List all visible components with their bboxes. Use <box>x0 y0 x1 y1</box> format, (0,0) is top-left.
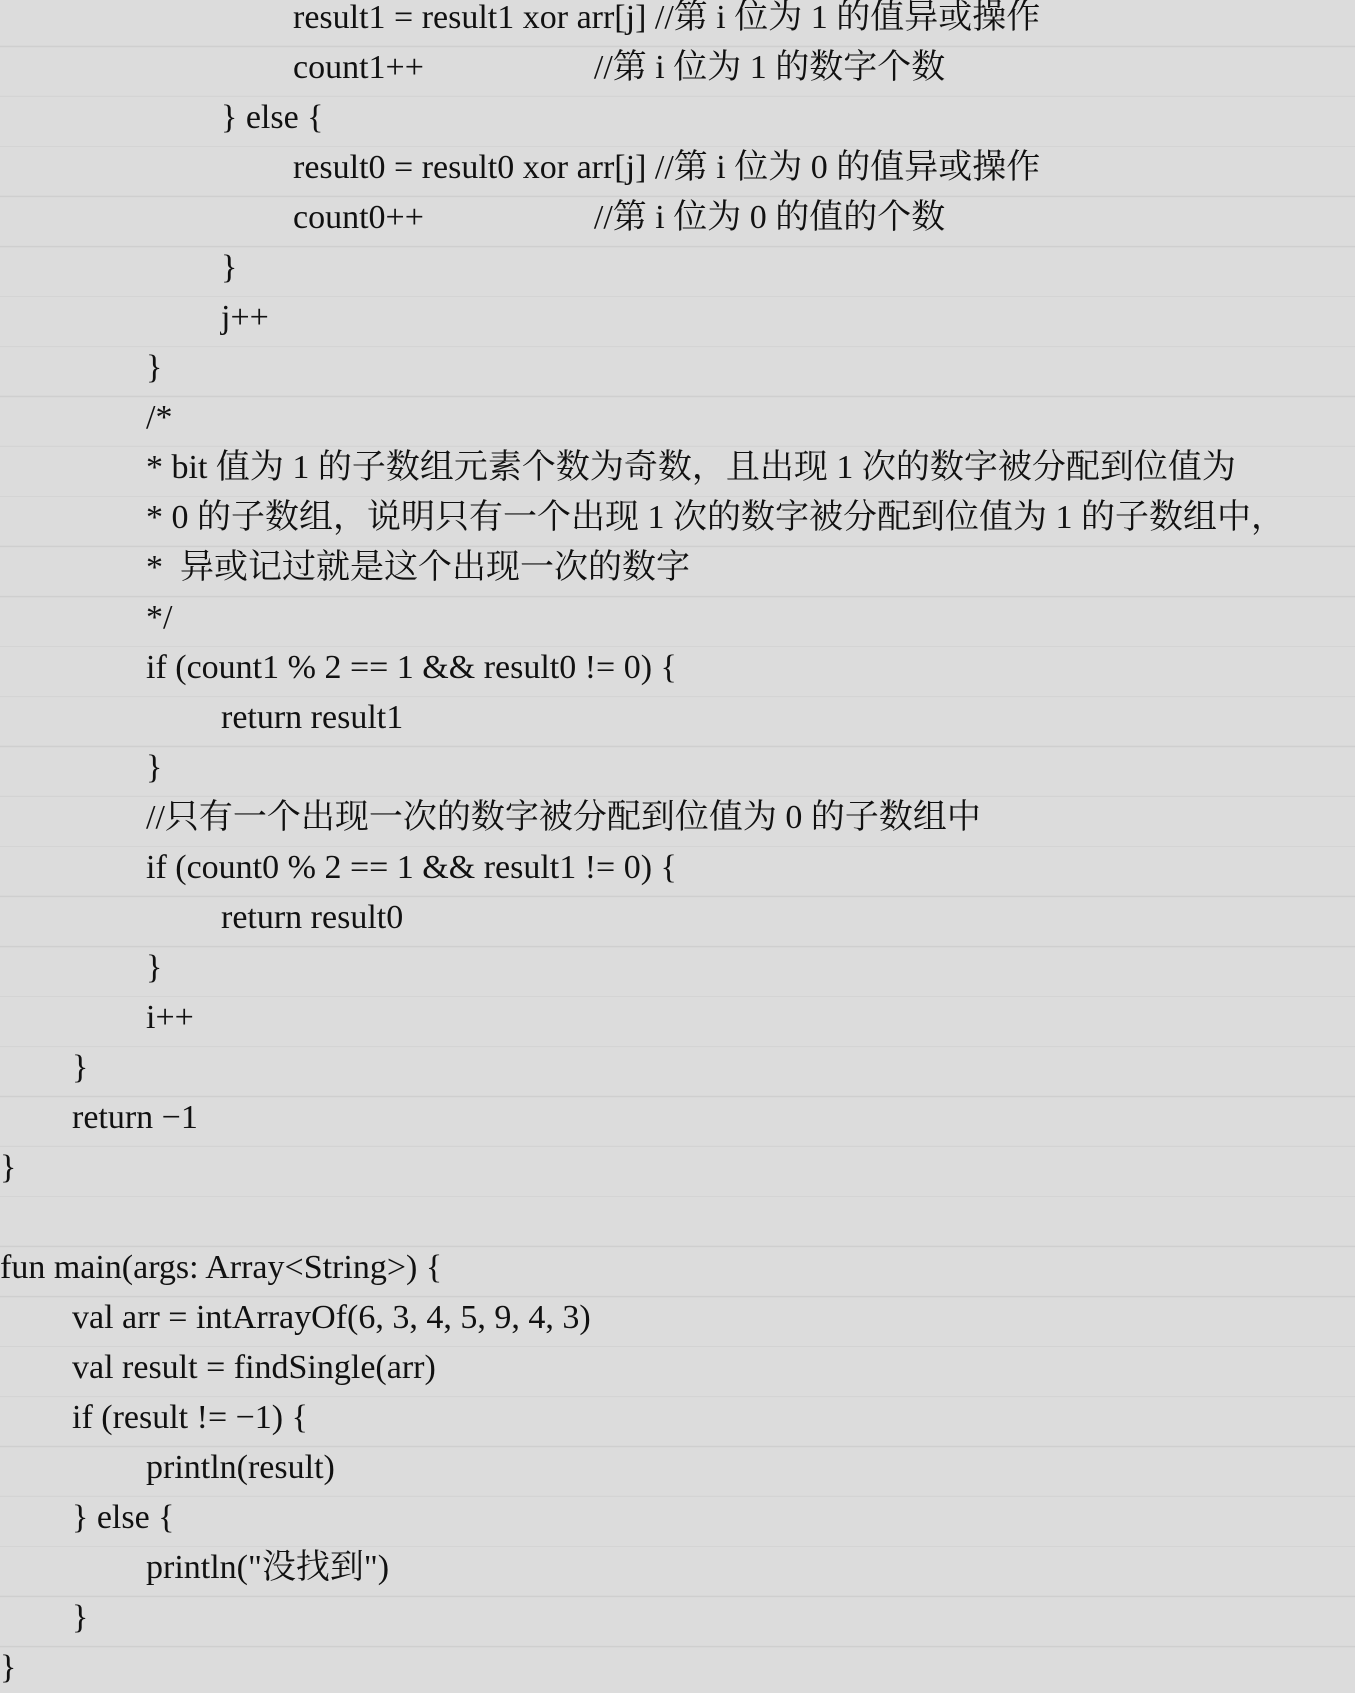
code-line: return result0 <box>221 899 404 936</box>
code-line: * 0 的子数组，说明只有一个出现 1 次的数字被分配到位值为 1 的子数组中， <box>146 499 1285 536</box>
code-line: } <box>146 749 163 786</box>
code-line: } else { <box>72 1499 175 1536</box>
code-line: result1 = result1 xor arr[j] //第 i 位为 1 的值异或操作 <box>293 0 1041 36</box>
code-line: println("没找到") <box>146 1549 390 1586</box>
code-line: i++ <box>146 999 194 1036</box>
code-line: } else { <box>221 99 324 136</box>
code-line: j++ <box>221 299 269 336</box>
code-line: fun main(args: Array<String>) { <box>0 1249 443 1286</box>
code-line: } <box>0 1649 17 1686</box>
code-line: val arr = intArrayOf(6, 3, 4, 5, 9, 4, 3) <box>72 1299 591 1336</box>
code-line: if (result != −1) { <box>72 1399 308 1436</box>
code-line: } <box>146 349 163 386</box>
code-line: * 异或记过就是这个出现一次的数字 <box>146 549 690 586</box>
code-line: } <box>146 949 163 986</box>
code-line: result0 = result0 xor arr[j] //第 i 位为 0 的值异或操作 <box>293 149 1041 186</box>
code-line: count0++ //第 i 位为 0 的值的个数 <box>293 199 946 236</box>
code-line: * bit 值为 1 的子数组元素个数为奇数，且出现 1 次的数字被分配到位值为 <box>146 449 1236 486</box>
code-line: if (count1 % 2 == 1 && result0 != 0) { <box>146 649 677 686</box>
code-line: /* <box>146 399 173 436</box>
code-line: //只有一个出现一次的数字被分配到位值为 0 的子数组中 <box>146 799 981 836</box>
code-line: if (count0 % 2 == 1 && result1 != 0) { <box>146 849 677 886</box>
code-line: count1++ //第 i 位为 1 的数字个数 <box>293 49 946 86</box>
code-line: return −1 <box>72 1099 198 1136</box>
code-line: */ <box>146 599 173 636</box>
code-line: } <box>72 1049 89 1086</box>
code-line: println(result) <box>146 1449 335 1486</box>
code-line: } <box>72 1599 89 1636</box>
code-line: } <box>221 249 238 286</box>
code-line: return result1 <box>221 699 404 736</box>
code-line: val result = findSingle(arr) <box>72 1349 436 1386</box>
code-line: } <box>0 1149 17 1186</box>
